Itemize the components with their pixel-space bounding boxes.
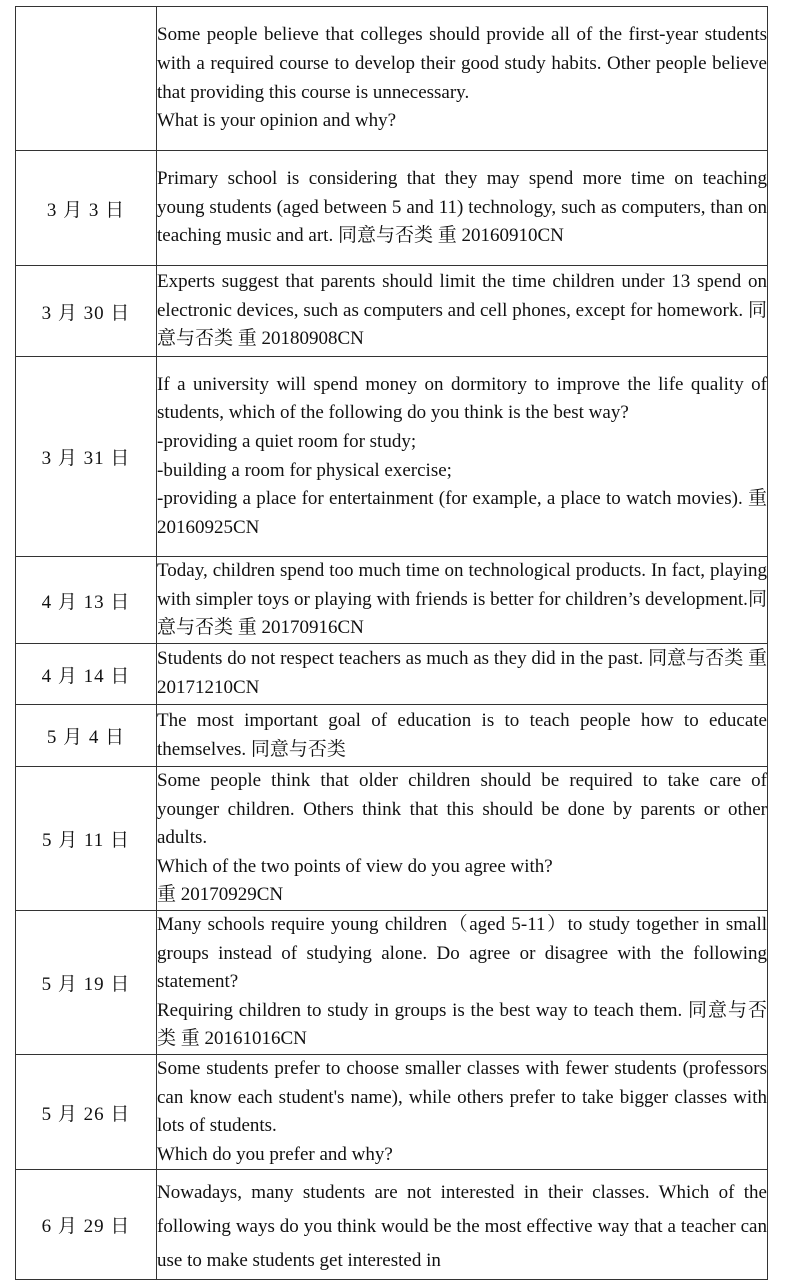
- date-cell: 4 月 13 日: [16, 557, 157, 644]
- topic-cell: [157, 357, 768, 557]
- table-row: [16, 266, 768, 357]
- topic-line: Requiring children to study in groups is the best way to teach them. 同意与否类 重 20161016CN: [157, 999, 767, 1050]
- topic-line: Many schools require young children（aged 5-11）to study together in small groups instead of studying alone. Do agree or disagree with the following statement?: [157, 914, 767, 993]
- table-row: [16, 644, 768, 705]
- table-row: [16, 357, 768, 557]
- table-row: [16, 7, 768, 151]
- topic-line: 重 20170929CN: [157, 884, 284, 906]
- topic-line: If a university will spend money on dormitory to improve the life quality of students, which of the following do you think is the best way?: [157, 373, 767, 424]
- date-cell: 3 月 31 日: [16, 357, 157, 557]
- topic-cell: [157, 557, 768, 644]
- topic-line: -building a room for physical exercise;: [157, 459, 452, 481]
- topic-line: Experts suggest that parents should limit the time children under 13 spend on electronic devices, such as computers and cell phones, except for homework. 同意与否类 重 20180908CN: [157, 271, 767, 350]
- topic-cell: [157, 7, 768, 151]
- topic-line: Some students prefer to choose smaller classes with fewer students (professors can know each student's name), while others prefer to take bigger classes with lots of students.: [157, 1057, 767, 1137]
- topic-line: -providing a quiet room for study;: [157, 430, 417, 452]
- topic-cell: [157, 705, 768, 767]
- date-cell: 5 月 19 日: [16, 911, 157, 1055]
- date-cell: 5 月 11 日: [16, 767, 157, 911]
- topic-line: Some people think that older children should be required to take care of younger children. Others think that this should be done by parents or other adults.: [157, 770, 767, 849]
- topic-line: Some people believe that colleges should provide all of the first-year students with a required course to develop their good study habits. Other people believe that providing this course is unnecessary.: [157, 24, 767, 103]
- date-cell: 5 月 4 日: [16, 705, 157, 767]
- topic-cell: [157, 644, 768, 705]
- topic-cell: [157, 911, 768, 1055]
- topic-line: Which of the two points of view do you agree with?: [157, 855, 553, 877]
- topic-cell: [157, 1170, 768, 1280]
- topic-line: Which do you prefer and why?: [157, 1143, 393, 1165]
- topics-table: [15, 6, 768, 1280]
- topic-line: The most important goal of education is to teach people how to educate themselves. 同意与否类: [157, 709, 767, 760]
- table-row: [16, 767, 768, 911]
- topic-line: What is your opinion and why?: [157, 110, 397, 132]
- topic-line: Today, children spend too much time on technological products. In fact, playing with simpler toys or playing with friends is better for children’s development.同意与否类 重 20170916CN: [157, 560, 767, 639]
- date-cell: 4 月 14 日: [16, 644, 157, 705]
- topic-line: Nowadays, many students are not interested in their classes. Which of the following ways do you think would be the most effective way that a teacher can use to make students get interested in: [157, 1181, 767, 1271]
- topic-cell: [157, 767, 768, 911]
- date-cell: 6 月 29 日: [16, 1170, 157, 1280]
- table-row: [16, 1170, 768, 1280]
- topic-line: Students do not respect teachers as much as they did in the past. 同意与否类 重 20171210CN: [157, 648, 767, 698]
- date-cell: 5 月 26 日: [16, 1054, 157, 1169]
- date-cell: 3 月 3 日: [16, 151, 157, 266]
- table-row: [16, 705, 768, 767]
- topic-line: Primary school is considering that they may spend more time on teaching young students (aged between 5 and 11) technology, such as computers, than on teaching music and art. 同意与否类 重 20160910CN: [157, 168, 767, 247]
- table-row: [16, 151, 768, 266]
- table-row: [16, 557, 768, 644]
- topic-cell: [157, 266, 768, 357]
- date-cell: 3 月 30 日: [16, 266, 157, 357]
- topic-cell: [157, 1054, 768, 1169]
- date-cell: [16, 7, 157, 151]
- table-row: [16, 1054, 768, 1169]
- table-row: [16, 911, 768, 1055]
- topic-line: -providing a place for entertainment (for example, a place to watch movies). 重 20160925CN: [157, 488, 767, 538]
- topic-cell: [157, 151, 768, 266]
